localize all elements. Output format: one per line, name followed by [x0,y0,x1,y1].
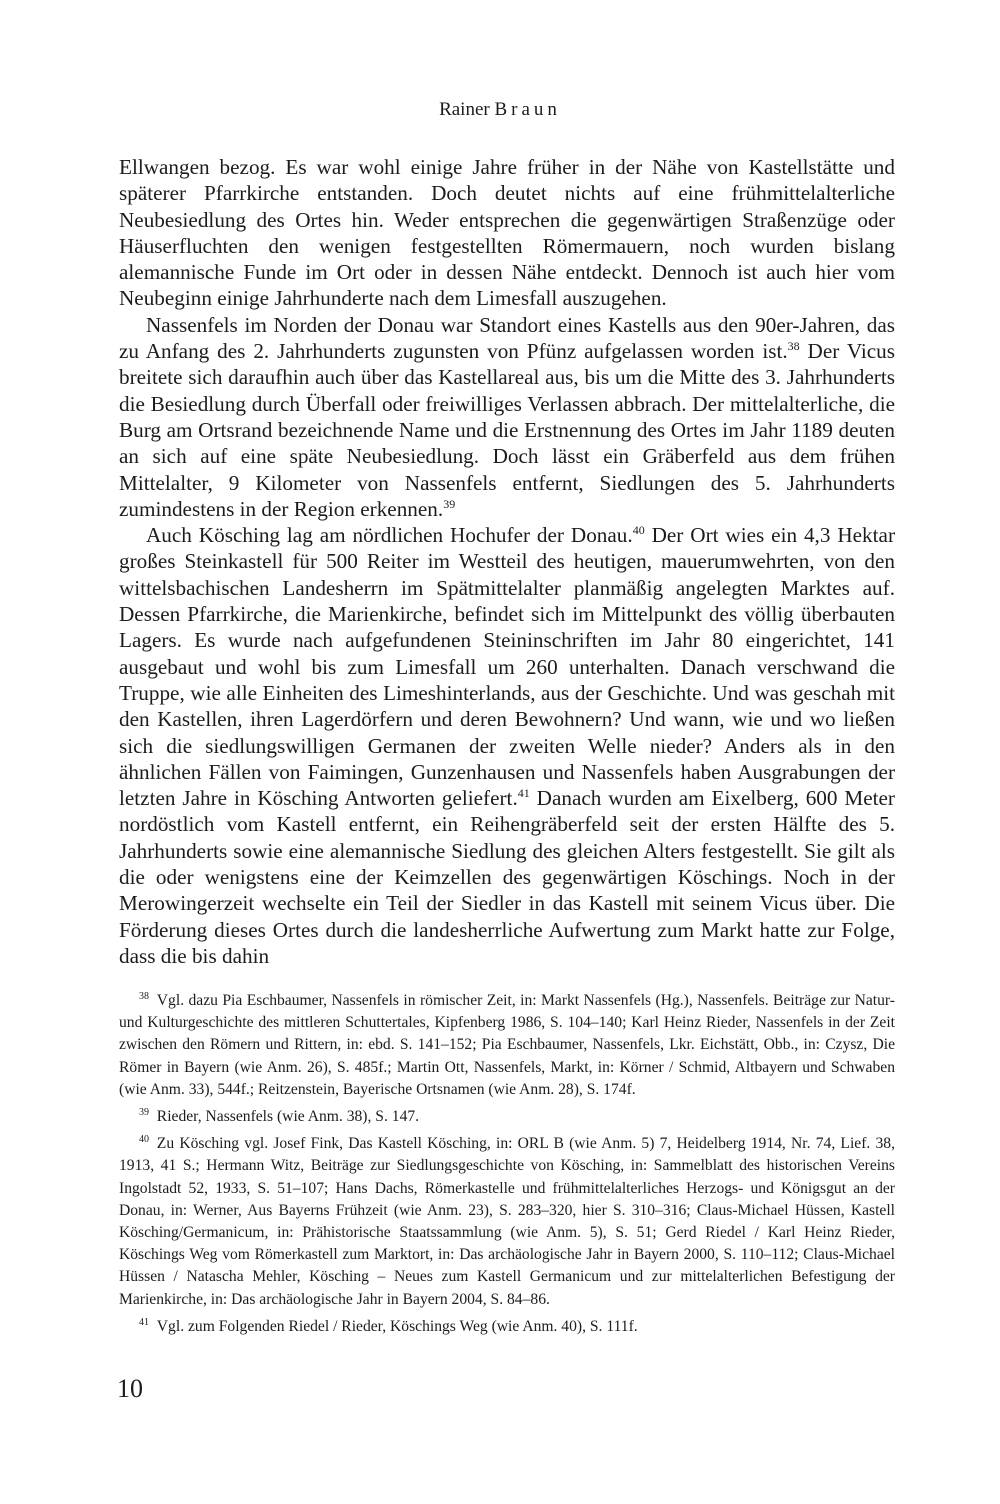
footnote-text: Zu Kösching vgl. Josef Fink, Das Kastell Kösching, in: ORL B (wie Anm. 5) 7, Heidelberg 1914, Nr. 74, Lief. 38, 1913, 41 S.; Hermann Witz, Beiträge zur Siedlungsgeschichte von Kösching, in: Sammelblatt des historischen Vereins Ingolstadt 52, 1933, S. 51–107; Hans Dachs, Römerkastelle und frühmittelalterliches Herzogs- und Königsgut an der Donau, in: Werner, Aus Bayerns Frühzeit (wie Anm. 23), S. 283–320, hier S. 310–316; Claus-Michael Hüssen, Kastell Kösching/Germanicum, in: Prähistorische Staatssammlung (wie Anm. 5), S. 51; Gerd Riedel / Karl Heinz Rieder, Köschings Weg vom Römerkastell zum Marktort, in: Das archäologische Jahr in Bayern 2000, S. 110–112; Claus-Michael Hüssen / Natascha Mehler, Kösching – Neues zum Kastell Germanicum und zur mittelalterlichen Befestigung der Marienkirche, in: Das archäologische Jahr in Bayern 2004, S. 84–86. [119,1135,895,1308]
paragraph-text: Danach wurden am Eixelberg, 600 Meter nordöstlich vom Kastell entfernt, ein Reihengräberfeld seit der ersten Hälfte des 5. Jahrhunderts sowie eine alemannische Siedlung des gleichen Alters festgestellt. Sie gilt als die oder wenigstens eine der Keimzellen des gegenwärtigen Köschings. Noch in der Merowingerzeit wechselte ein Teil der Siedler in das Kastell mit seinem Vicus über. Die Förderung dieses Ortes durch die landesherrliche Aufwertung zum Markt hatte zur Folge, dass die bis dahin [119,786,895,968]
footnote-text: Vgl. zum Folgenden Riedel / Rieder, Köschings Weg (wie Anm. 40), S. 111f. [156,1317,638,1335]
footnote-number: 41 [139,1316,149,1328]
footnote [119,990,895,1101]
paragraph-text: Der Ort wies ein 4,3 Hektar großes Steinkastell für 500 Reiter im Westteil des heutigen, mauerumwehrten, von den wittelsbachischen Landesherrn im Spätmittelalter planmäßig angelegten Marktes auf. Dessen Pfarrkirche, die Marienkirche, befindet sich im Mittelpunkt des völlig überbauten Lagers. Es wurde nach aufgefundenen Steininschriften im Jahr 80 eingerichtet, 141 ausgebaut und wohl bis zum Limesfall um 260 unterhalten. Danach verschwand die Truppe, wie alle Einheiten des Limeshinterlands, aus der Geschichte. Und was geschah mit den Kastellen, ihren Lagerdörfern und deren Bewohnern? Und wann, wie und wo ließen sich die siedlungswilligen Germanen der zweiten Welle nieder? Anders als in den ähnlichen Fällen von Faimingen, Gunzenhausen und Nassenfels haben Ausgrabungen der letzten Jahre in Kösching Antworten geliefert. [119,523,895,811]
running-head-last-name: Braun [494,99,561,120]
paragraph-text: Der Vicus breitete sich daraufhin auch über das Kastellareal aus, bis um die Mitte des 3. Jahrhunderts die Besiedlung durch Überfall oder freiwilliges Verlassen abbrach. Der mittelalterliche, die Burg am Ortsrand bezeichnende Name und die Erstnennung des Ortes im Jahr 1189 deuten an sich auf eine späte Neubesiedlung. Doch lässt ein Gräberfeld aus dem frühen Mittelalter, 9 Kilometer von Nassenfels entfernt, Siedlungen des 5. Jahrhunderts zumindestens in der Region erkennen. [119,339,895,521]
paragraph-text: Auch Kösching lag am nördlichen Hochufer der Donau. [146,523,633,548]
footnote-text: Rieder, Nassenfels (wie Anm. 38), S. 147. [156,1108,420,1126]
body-paragraph [119,312,895,522]
footnote-number: 38 [139,991,149,1002]
paragraph-text: Ellwangen bezog. Es war wohl einige Jahre früher in der Nähe von Kastellstätte und späterer Pfarrkirche entstanden. Doch deutet nichts auf eine frühmittelalterliche Neubesiedlung des Ortes hin. Weder entsprechen die gegenwärtigen Straßenzüge oder Häuserfluchten den wenigen festgestellten Römermauern, noch wurden bislang alemannische Funde im Ort oder in dessen Nähe entdeckt. Dennoch ist auch hier vom Neubeginn einige Jahrhunderte nach dem Limesfall auszugehen. [119,155,895,311]
footnote [119,1316,895,1338]
footnote-reference: 41 [517,786,530,801]
body-paragraph [119,522,895,969]
footnote-reference: 40 [632,523,645,538]
footnotes [119,990,895,1343]
footnote-reference: 39 [443,496,456,511]
body-text [119,154,895,969]
footnote [119,1133,895,1311]
body-paragraph [119,154,895,312]
footnote-reference: 38 [787,339,800,354]
footnote-number: 40 [139,1134,149,1146]
running-head-first-name: Rainer [439,99,490,120]
footnote-text: Vgl. dazu Pia Eschbaumer, Nassenfels in römischer Zeit, in: Markt Nassenfels (Hg.), Nassenfels. Beiträge zur Natur- und Kulturgeschichte des mittleren Schuttertales, Kipfenberg 1986, S. 104–140; Karl Heinz Rieder, Nassenfels in der Zeit zwischen den Römern und Rittern, in: ebd. S. 141–152; Pia Eschbaumer, Nassenfels, Lkr. Eichstätt, Obb., in: Czysz, Die Römer in Bayern (wie Anm. 26), S. 485f.; Martin Ott, Nassenfels, Markt, in: Körner / Schmid, Altbayern und Schwaben (wie Anm. 33), 544f.; Reitzenstein, Bayerische Ortsnamen (wie Anm. 28), S. 174f. [119,992,895,1098]
page-number: 10 [117,1374,143,1403]
paragraph-text: Nassenfels im Norden der Donau war Standort eines Kastells aus den 90er-Jahren, das zu Anfang des 2. Jahrhunderts zugunsten von Pfünz aufgelassen worden ist. [119,312,895,364]
running-head [0,98,1000,122]
footnote [119,1106,895,1128]
footnote-number: 39 [139,1107,149,1119]
